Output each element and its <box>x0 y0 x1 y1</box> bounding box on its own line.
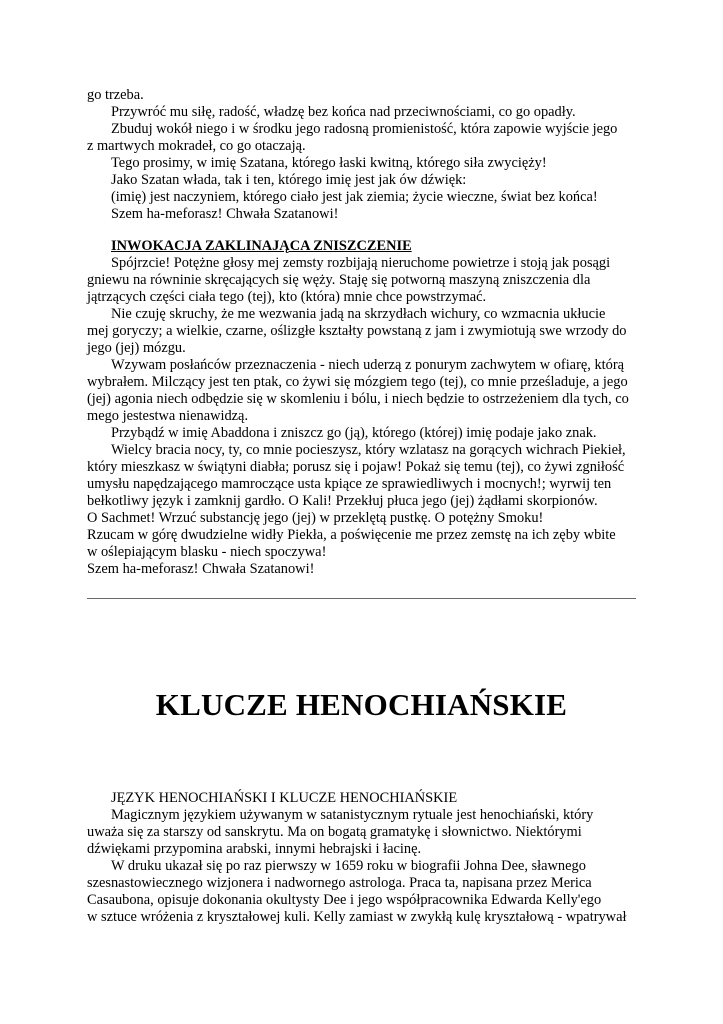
text-line: mego jestestwa nienawidzą. <box>87 408 249 424</box>
text-line: wybrałem. Milczący jest ten ptak, co żywi się mózgiem tego (tej), co mnie prześladuje, a jego <box>87 374 628 390</box>
chapter-title: KLUCZE HENOCHIAŃSKIE <box>155 687 568 722</box>
text-line: Magicznym językiem używanym w satanistycznym rytuale jest henochiański, który <box>111 807 594 823</box>
text-line: Zbuduj wokół niego i w środku jego radosną promienistość, która zapowie wyjście jego <box>111 121 618 137</box>
text-line: Nie czuję skruchy, że me wezwania jadą na skrzydłach wichury, co wzmacnia ukłucie <box>111 306 606 322</box>
text-line: jątrzących części ciała tego (tej), kto (która) mnie chce powstrzymać. <box>87 289 487 305</box>
text-line: Jako Szatan włada, tak i ten, którego imię jest jak ów dźwięk: <box>111 172 467 188</box>
text-line: Wielcy bracia nocy, ty, co mnie pocieszysz, który wzlatasz na gorących wichrach Piekieł, <box>111 442 626 458</box>
section-heading: JĘZYK HENOCHIAŃSKI I KLUCZE HENOCHIAŃSKIE <box>111 790 458 806</box>
text-line: jego (jej) mózgu. <box>87 340 186 356</box>
text-line: Rzucam w górę dwudzielne widły Piekła, a poświęcenie me przez zemstę na ich zęby wbite <box>87 527 616 543</box>
text-line: W druku ukazał się po raz pierwszy w 1659 roku w biografii Johna Dee, sławnego <box>111 858 586 874</box>
text-line: gniewu na równinie skręcających się węży. Staję się potworną maszyną zniszczenia dla <box>87 272 591 288</box>
text-line: Przywróć mu siłę, radość, władzę bez końca nad przeciwnościami, co go opadły. <box>111 104 576 120</box>
text-line: Spójrzcie! Potężne głosy mej zemsty rozbijają nieruchome powietrze i stoją jak posągi <box>111 255 611 271</box>
text-line: dźwiękami przypomina arabski, innymi hebrajski i łacinę. <box>87 841 422 857</box>
text-line: umysłu napędzającego mamroczące usta kpiące ze sprawiedliwych i mocnych!; wyrwij ten <box>87 476 612 492</box>
horizontal-divider <box>87 598 636 599</box>
text-line: (jej) agonia niech odbędzie się w skomleniu i bólu, i niech będzie to ostrzeżeniem dla tych, co <box>87 391 629 407</box>
text-line: Szem ha-meforasz! Chwała Szatanowi! <box>111 206 339 222</box>
text-line: uważa się za starszy od sanskrytu. Ma on bogatą gramatykę i słownictwo. Niektórymi <box>87 824 582 840</box>
text-line: (imię) jest naczyniem, którego ciało jest jak ziemia; życie wieczne, świat bez końca! <box>111 189 598 205</box>
text-line: który mieszkasz w świątyni diabła; porusz się i pojaw! Pokaż się temu (tej), co żywi zgniłość <box>87 459 625 475</box>
text-line: mej goryczy; a wielkie, czarne, oślizgłe kształty powstaną z jam i zwymiotują swe wrzody do <box>87 323 627 339</box>
text-line: go trzeba. <box>87 87 144 103</box>
text-line: Tego prosimy, w imię Szatana, którego łaski kwitną, którego siła zwycięży! <box>111 155 547 171</box>
text-line: w oślepiającym blasku - niech spoczywa! <box>87 544 327 560</box>
text-line: Szem ha-meforasz! Chwała Szatanowi! <box>87 561 315 577</box>
text-line: Casaubona, opisuje dokonania okultysty Dee i jego współpracownika Edwarda Kelly'ego <box>87 892 602 908</box>
text-line: w sztuce wróżenia z kryształowej kuli. Kelly zamiast w zwykłą kulę kryształową - wpatrywał <box>87 909 627 925</box>
text-line: z martwych mokradeł, co go otaczają. <box>87 138 306 154</box>
text-line: szesnastowiecznego wizjonera i nadwornego astrologa. Praca ta, napisana przez Merica <box>87 875 592 891</box>
text-line: Przybądź w imię Abaddona i zniszcz go (ją), którego (której) imię podaje jako znak. <box>111 425 597 441</box>
text-line: O Sachmet! Wrzuć substancję jego (jej) w przeklętą pustkę. O potężny Smoku! <box>87 510 544 526</box>
text-line: bełkotliwy język i zamknij gardło. O Kali! Przekłuj płuca jego (jej) żądłami skorpionów. <box>87 493 598 509</box>
text-line: Wzywam posłańców przeznaczenia - niech uderzą z ponurym zachwytem w ofiarę, którą <box>111 357 625 373</box>
section-heading: INWOKACJA ZAKLINAJĄCA ZNISZCZENIE <box>111 238 412 254</box>
